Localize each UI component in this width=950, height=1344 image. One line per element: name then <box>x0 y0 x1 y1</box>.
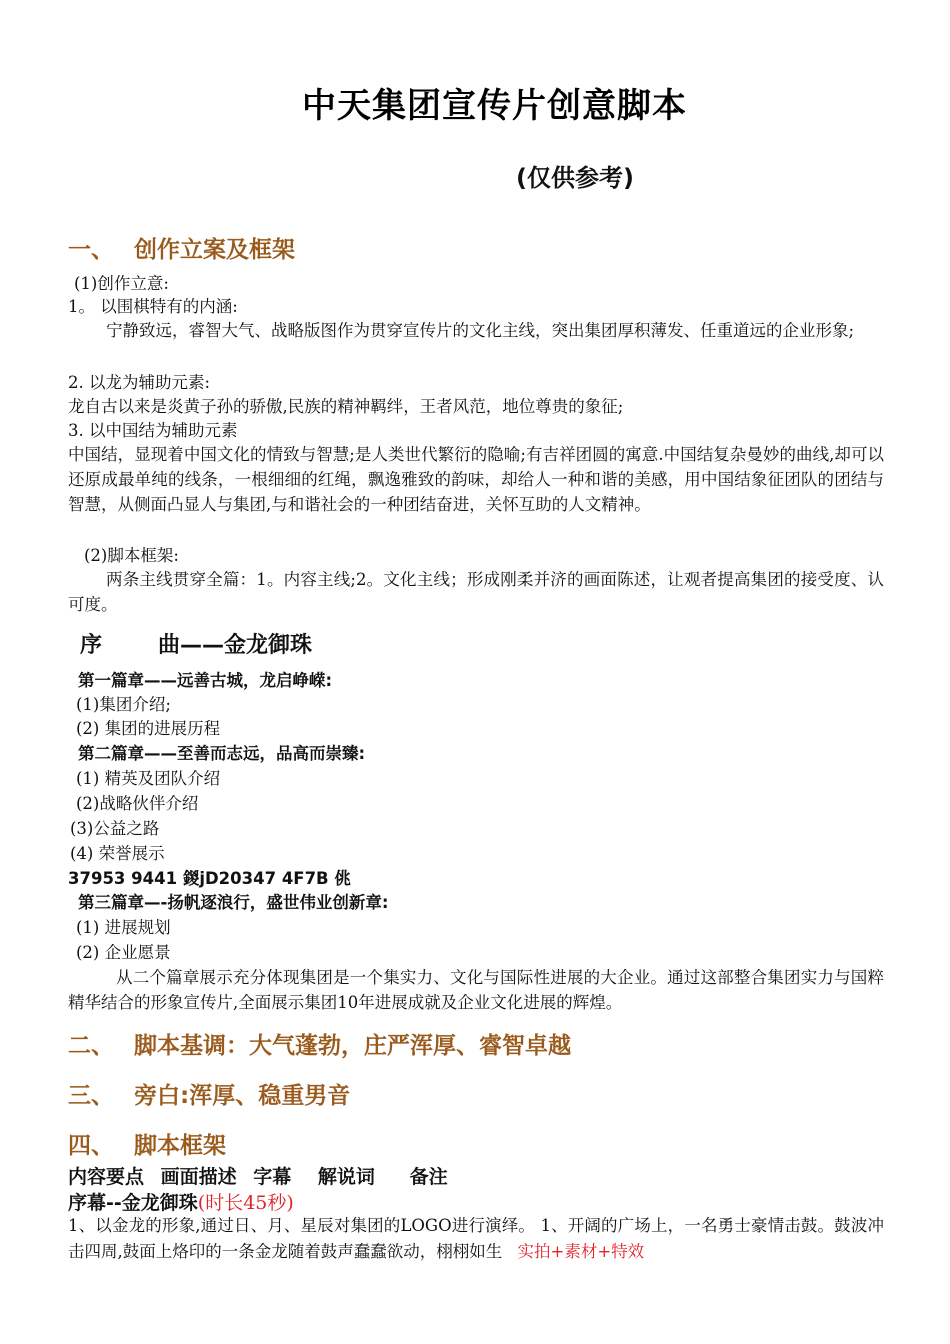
chapter-3-title: 第三篇章—-扬帆逐浪行，盛世伟业创新章: <box>78 893 389 912</box>
prelude-title: 曲——金龙御珠 <box>158 633 313 658</box>
section-2-title: 脚本基调：大气蓬勃，庄严浑厚、睿智卓越 <box>134 1033 571 1059</box>
idea-label: (1)创作立意: <box>74 274 169 293</box>
code-line: 37953 9441 鍐jD20347 4F7B 佻 <box>68 869 351 888</box>
section-2-heading <box>68 1027 571 1060</box>
prologue-note: 实拍+素材+特效 <box>517 1242 645 1261</box>
column-header: 字幕 <box>253 1166 292 1188</box>
section-4-heading <box>68 1127 226 1160</box>
prelude-prefix: 序 <box>80 633 103 658</box>
prologue-title: 序幕--金龙御珠 <box>68 1192 198 1214</box>
column-header: 解说词 <box>317 1166 375 1188</box>
chapter-2-item: (3)公益之路 <box>70 819 160 838</box>
chapter-3-item: (1) 进展规划 <box>76 918 171 937</box>
chapter-1-item: (2) 集团的进展历程 <box>76 719 221 738</box>
chapter-2-item: (2)战略伙伴介绍 <box>76 794 199 813</box>
page-title: 中天集团宣传片创意脚本 <box>302 86 687 126</box>
column-headers <box>68 1162 458 1189</box>
column-header: 备注 <box>409 1166 448 1188</box>
prelude-heading <box>80 628 312 659</box>
item-3-text: 中国结，显现着中国文化的情致与智慧;是人类世代繁衍的隐喻;有吉祥团圆的寓意.中国结复杂曼妙的曲线,却可以还原成最单纯的线条，一根细细的红绳，飘逸雅致的韵味，却给人一种和谐的美感，用中国结象征团队的团结与智慧，从侧面凸显人与集团,与和谐社会的一种团结奋进，关怀互助的人文精神。 <box>68 445 884 514</box>
section-1-heading <box>68 231 295 264</box>
frame-text: 两条主线贯穿全篇：1。内容主线;2。文化主线；形成刚柔并济的画面陈述，让观者提高集团的接受度、认可度。 <box>68 570 884 614</box>
page-subtitle: (仅供参考) <box>516 164 634 192</box>
section-3-number: 三、 <box>68 1083 114 1109</box>
prologue-duration: (时长45秒) <box>197 1192 294 1214</box>
item-2-title: 2. 以龙为辅助元素: <box>68 373 211 392</box>
chapter-2-title: 第二篇章——至善而志远，品高而崇臻: <box>78 744 366 763</box>
chapters-summary: 从二个篇章展示充分体现集团是一个集实力、文化与国际性进展的大企业。通过这部整合集团实力与国粹精华结合的形象宣传片,全面展示集团10年进展成就及企业文化进展的辉煌。 <box>68 968 884 1012</box>
section-2-number: 二、 <box>68 1033 114 1059</box>
section-3-title: 旁白:浑厚、稳重男音 <box>134 1083 351 1109</box>
prologue-heading <box>68 1188 294 1215</box>
item-2-text: 龙自古以来是炎黄子孙的骄傲,民族的精神羁绊，王者风范，地位尊贵的象征; <box>68 397 624 416</box>
section-4-number: 四、 <box>68 1133 114 1159</box>
section-3-heading <box>68 1077 350 1110</box>
item-1-title: 1。 以围棋特有的内涵: <box>68 297 238 316</box>
chapter-1-title: 第一篇章——远善古城，龙启峥嵘: <box>78 671 333 690</box>
prologue-text: 1、以金龙的形象,通过日、月、星辰对集团的LOGO进行演绎。 1、开阔的广场上，一名勇士豪情击鼓。鼓波冲击四周,鼓面上烙印的一条金龙随着鼓声蠢蠢欲动，栩栩如生 <box>68 1216 884 1261</box>
chapter-2-item: (1) 精英及团队介绍 <box>76 769 221 788</box>
prologue-text-block <box>68 1213 884 1265</box>
section-4-title: 脚本框架 <box>134 1133 226 1159</box>
column-header: 内容要点 <box>68 1166 145 1188</box>
chapter-3-item: (2) 企业愿景 <box>76 943 171 962</box>
chapter-2-item: (4) 荣誉展示 <box>70 844 165 863</box>
chapter-1-item: (1)集团介绍; <box>76 695 171 714</box>
item-1-text: 宁静致远，睿智大气、战略版图作为贯穿宣传片的文化主线，突出集团厚积薄发、任重道远的企业形象; <box>106 321 855 340</box>
column-header: 画面描述 <box>160 1166 237 1188</box>
section-1-title: 创作立案及框架 <box>134 237 295 263</box>
item-3-title: 3. 以中国结为辅助元素 <box>68 421 238 440</box>
frame-label: (2)脚本框架: <box>84 546 179 565</box>
section-1-number: 一、 <box>68 237 114 263</box>
